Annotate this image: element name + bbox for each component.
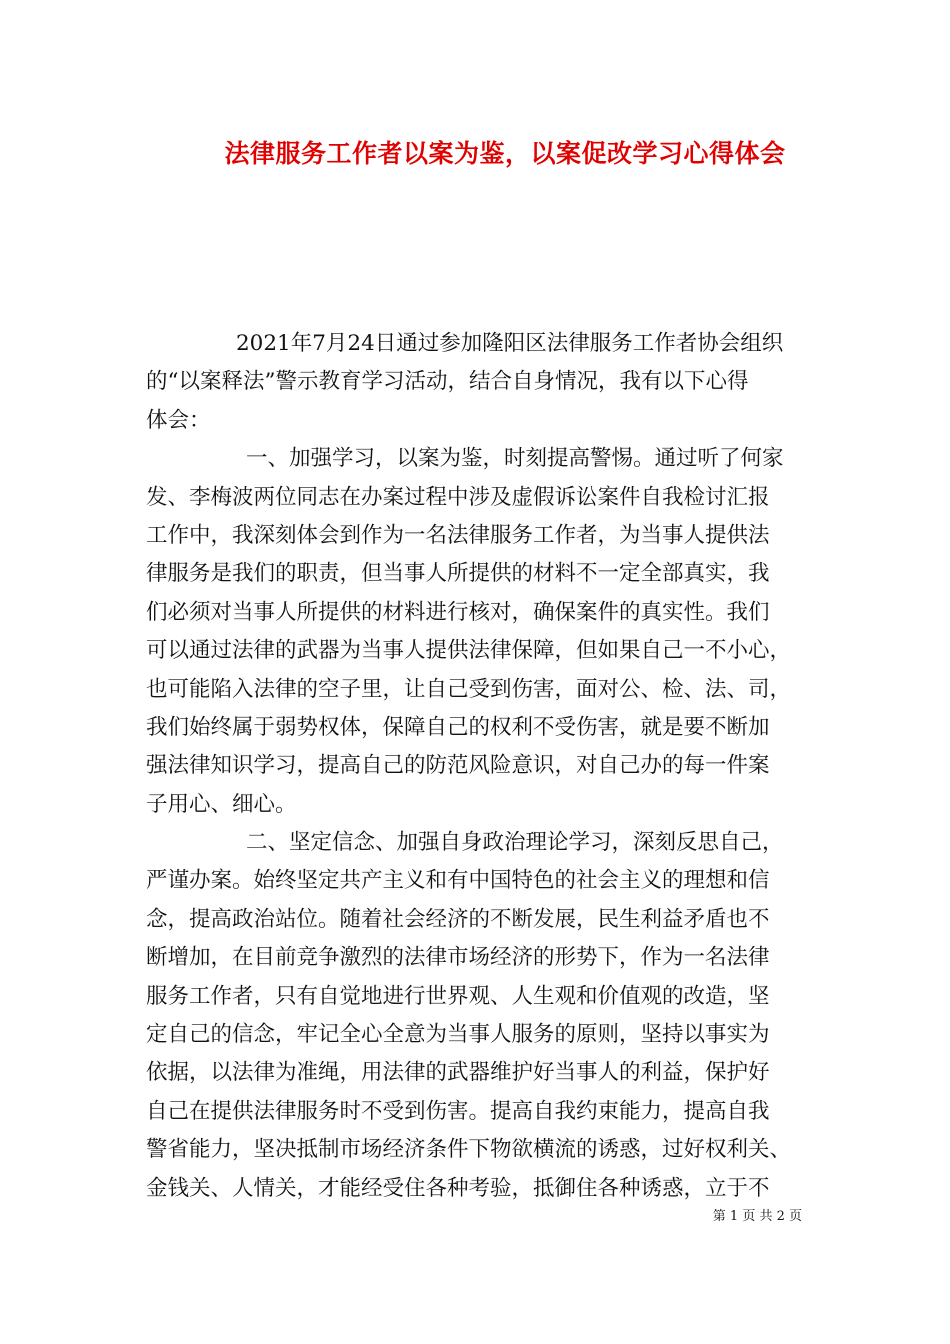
body-line: 发、李梅波两位同志在办案过程中涉及虚假诉讼案件自我检讨汇报 — [146, 484, 770, 510]
body-line: 强法律知识学习，提高自己的防范风险意识，对自己办的每一件案 — [146, 753, 770, 779]
body-line: 严谨办案。始终坚定共产主义和有中国特色的社会主义的理想和信 — [146, 868, 770, 894]
document-title — [0, 134, 950, 170]
body-line: 也可能陷入法律的空子里，让自己受到伤害，面对公、检、法、司， — [146, 676, 792, 702]
body-line: 自己在提供法律服务时不受到伤害。提高自我约束能力，提高自我 — [146, 1098, 770, 1124]
body-line: 金钱关、人情关，才能经受住各种考验，抵御住各种诱惑，立于不 — [146, 1175, 770, 1201]
body-line: 依据，以法律为准绳，用法律的武器维护好当事人的利益，保护好 — [146, 1060, 770, 1086]
body-line: 一、加强学习，以案为鉴，时刻提高警惕。通过听了何家 — [246, 446, 784, 472]
body-line: 子用心、细心。 — [146, 791, 297, 817]
body-line: 的“以案释法”警示教育学习活动，结合自身情况，我有以下心得 — [146, 369, 749, 395]
body-line: 念，提高政治站位。随着社会经济的不断发展，民生利益矛盾也不 — [146, 906, 770, 932]
body-line: 工作中，我深刻体会到作为一名法律服务工作者，为当事人提供法 — [146, 522, 770, 548]
body-line: 警省能力，坚决抵制市场经济条件下物欲横流的诱惑，过好权利关、 — [146, 1137, 792, 1163]
body-line: 可以通过法律的武器为当事人提供法律保障，但如果自己一不小心， — [146, 638, 792, 664]
body-line: 们必须对当事人所提供的材料进行核对，确保案件的真实性。我们 — [146, 599, 770, 625]
document-body — [146, 325, 812, 1208]
body-line: 我们始终属于弱势权体，保障自己的权利不受伤害，就是要不断加 — [146, 714, 770, 740]
body-line: 2021年7月24日通过参加隆阳区法律服务工作者协会组织 — [236, 331, 784, 356]
page-number: 第 1 页 共 2 页 — [712, 1209, 802, 1224]
document-title-text: 法律服务工作者以案为鉴，以案促改学习心得体会 — [224, 139, 786, 168]
body-line: 体会： — [146, 407, 211, 433]
body-line: 二、坚定信念、加强自身政治理论学习，深刻反思自己， — [246, 830, 784, 856]
body-line: 律服务是我们的职责，但当事人所提供的材料不一定全部真实，我 — [146, 561, 770, 587]
body-line: 断增加，在目前竞争激烈的法律市场经济的形势下，作为一名法律 — [146, 945, 770, 971]
body-line: 服务工作者，只有自觉地进行世界观、人生观和价值观的改造，坚 — [146, 983, 770, 1009]
body-line: 定自己的信念，牢记全心全意为当事人服务的原则，坚持以事实为 — [146, 1022, 770, 1048]
